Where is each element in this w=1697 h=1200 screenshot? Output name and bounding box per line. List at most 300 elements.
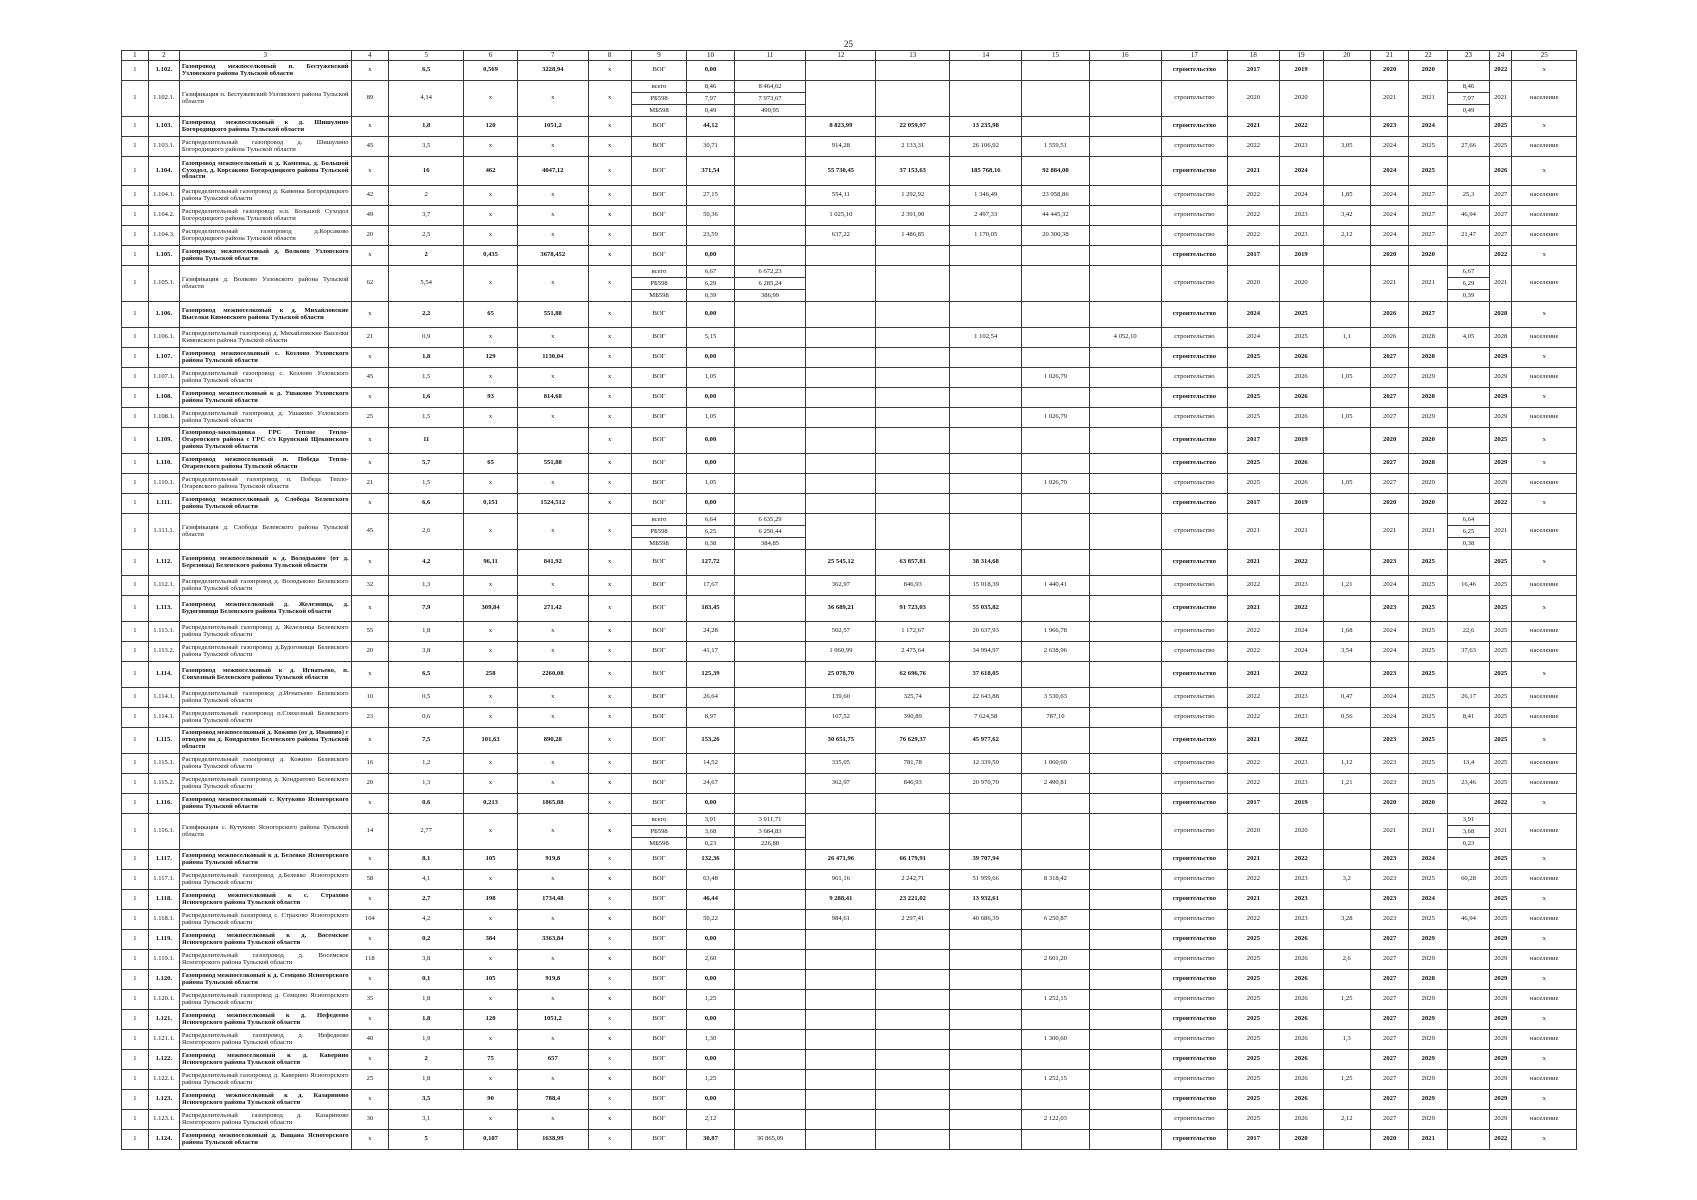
table-cell: 2026 xyxy=(1279,930,1323,950)
table-cell: 2025 xyxy=(1489,850,1512,870)
table-cell xyxy=(734,226,806,246)
table-cell: х xyxy=(464,754,518,774)
table-cell: 1,68 xyxy=(1323,622,1370,642)
table-cell: 2 638,96 xyxy=(1022,642,1090,662)
table-cell xyxy=(1323,550,1370,576)
table-cell: 2026 xyxy=(1370,328,1409,348)
table-cell: 20 300,38 xyxy=(1022,226,1090,246)
table-cell: 2025 xyxy=(1409,774,1448,794)
table-cell: 1,8 xyxy=(389,1010,464,1030)
table-cell: х xyxy=(351,1050,389,1070)
table-cell: 20 637,93 xyxy=(950,622,1022,642)
table-cell: 36 689,21 xyxy=(806,596,876,622)
table-cell: 2019 xyxy=(1279,794,1323,814)
table-cell xyxy=(950,474,1022,494)
table-cell: ВОГ xyxy=(631,186,687,206)
table-cell xyxy=(950,61,1022,81)
table-cell: х xyxy=(351,794,389,814)
table-cell: 44,12 xyxy=(687,117,734,137)
table-cell: х xyxy=(588,206,631,226)
table-cell: 2029 xyxy=(1489,970,1512,990)
column-number-header: 11 xyxy=(734,51,806,61)
table-cell xyxy=(1323,1010,1370,1030)
table-cell xyxy=(806,1110,876,1130)
table-cell: 8,97 xyxy=(687,708,734,728)
table-cell xyxy=(1089,622,1161,642)
table-cell xyxy=(1448,1030,1490,1050)
table-cell xyxy=(876,1090,950,1110)
table-cell: строительство xyxy=(1161,61,1228,81)
table-cell: 2025 xyxy=(1489,774,1512,794)
table-cell xyxy=(876,246,950,266)
table-cell: население xyxy=(1512,708,1577,728)
financing-source-line: 3,91 xyxy=(1462,816,1475,823)
table-cell xyxy=(1022,246,1090,266)
table-cell: население xyxy=(1512,186,1577,206)
table-cell: 2024 xyxy=(1279,622,1323,642)
table-row xyxy=(122,137,1577,157)
table-cell: ВОГ xyxy=(631,1110,687,1130)
table-row xyxy=(122,930,1577,950)
table-cell: 1.113.2. xyxy=(148,642,179,662)
table-cell xyxy=(806,348,876,368)
table-cell: 637,22 xyxy=(806,226,876,246)
table-cell: 90 xyxy=(464,1090,518,1110)
column-number-header: 20 xyxy=(1323,51,1370,61)
table-row xyxy=(122,117,1577,137)
object-name-cell: Распределительный газопровод п.Совхозный Белевского района Тульской области xyxy=(179,708,351,728)
table-cell: 44 445,32 xyxy=(1022,206,1090,226)
object-name-cell: Распределительный газопровод д. Семцово Ясногорского района Тульской области xyxy=(179,990,351,1010)
table-cell xyxy=(1323,494,1370,514)
table-cell: 1 xyxy=(122,688,149,708)
table-cell: х xyxy=(1512,494,1577,514)
table-row xyxy=(122,642,1577,662)
table-cell: 2026 xyxy=(1279,970,1323,990)
table-cell: население xyxy=(1512,990,1577,1010)
table-cell: 21,47 xyxy=(1448,226,1490,246)
table-cell xyxy=(950,454,1022,474)
table-cell: 2,60 xyxy=(687,950,734,970)
table-cell: 16,46 xyxy=(1448,576,1490,596)
table-cell xyxy=(1022,81,1090,117)
table-cell xyxy=(876,970,950,990)
table-cell: 2029 xyxy=(1489,1090,1512,1110)
table-cell: ВОГ xyxy=(631,1130,687,1150)
table-cell: 2027 xyxy=(1370,970,1409,990)
table-cell: население xyxy=(1512,137,1577,157)
financing-source-line: РБ598 xyxy=(632,525,687,537)
table-cell: 2028 xyxy=(1409,970,1448,990)
table-cell: 2024 xyxy=(1370,137,1409,157)
object-name-cell: Газопровод межпоселковый к д. Бeлевко Ясногорского района Тульской области xyxy=(179,850,351,870)
table-cell: строительство xyxy=(1161,576,1228,596)
table-cell: 554,11 xyxy=(806,186,876,206)
object-name-cell: Газопровод межпоселковый д. Ващана Ясногорского района Тульской области xyxy=(179,1130,351,1150)
table-cell: 1638,99 xyxy=(517,1130,588,1150)
table-cell: 1.104.1. xyxy=(148,186,179,206)
table-cell: 1,3 xyxy=(389,576,464,596)
table-cell: ВОГ xyxy=(631,910,687,930)
table-cell: 2 242,71 xyxy=(876,870,950,890)
table-cell xyxy=(1089,368,1161,388)
table-cell: х xyxy=(351,1130,389,1150)
table-cell: 1.123.1. xyxy=(148,1110,179,1130)
table-cell xyxy=(1089,302,1161,328)
table-cell: 17,67 xyxy=(687,576,734,596)
table-cell: х xyxy=(517,474,588,494)
table-cell: 24,28 xyxy=(687,622,734,642)
table-cell: 1,05 xyxy=(687,368,734,388)
table-cell: х xyxy=(1512,1010,1577,1030)
table-cell: 2026 xyxy=(1279,1050,1323,1070)
table-cell: х xyxy=(517,870,588,890)
table-cell: 1.116. xyxy=(148,794,179,814)
table-cell xyxy=(734,61,806,81)
table-cell: строительство xyxy=(1161,550,1228,576)
table-cell: 2024 xyxy=(1409,117,1448,137)
table-cell xyxy=(1089,642,1161,662)
table-cell: 1 xyxy=(122,1090,149,1110)
table-cell: 2024 xyxy=(1370,688,1409,708)
table-cell: 132,36 xyxy=(687,850,734,870)
table-cell xyxy=(1089,266,1161,302)
table-row xyxy=(122,774,1577,794)
table-cell: 5,7 xyxy=(389,454,464,474)
table-cell: х xyxy=(517,206,588,226)
table-cell: 2023 xyxy=(1279,688,1323,708)
table-cell xyxy=(734,328,806,348)
table-cell: х xyxy=(464,814,518,850)
table-cell xyxy=(950,970,1022,990)
table-cell: 16 xyxy=(389,157,464,186)
table-cell: х xyxy=(588,302,631,328)
table-cell xyxy=(1022,814,1090,850)
table-cell: 787,10 xyxy=(1022,708,1090,728)
table-cell: 2025 xyxy=(1228,454,1280,474)
table-cell: 1 xyxy=(122,137,149,157)
table-cell: ВОГ xyxy=(631,206,687,226)
table-cell: 1.120. xyxy=(148,970,179,990)
object-name-cell: Газопровод межпоселковый п. Победа Тепло-Огаревского района Тульской области xyxy=(179,454,351,474)
object-name-cell: Газопровод межпоселковый к д. Ушаково Узловского района Тульской области xyxy=(179,388,351,408)
table-cell: 2029 xyxy=(1409,1110,1448,1130)
table-cell: 2021 xyxy=(1228,728,1280,754)
table-cell xyxy=(734,1010,806,1030)
table-cell: 37 153,63 xyxy=(876,157,950,186)
financing-source-line: 490,95 xyxy=(735,104,806,116)
table-cell: ВОГ xyxy=(631,428,687,454)
table-cell: 0,00 xyxy=(687,1090,734,1110)
table-cell xyxy=(876,1030,950,1050)
table-row xyxy=(122,302,1577,328)
table-cell: население xyxy=(1512,774,1577,794)
table-cell: 1.124. xyxy=(148,1130,179,1150)
table-cell: ВОГ xyxy=(631,642,687,662)
table-row xyxy=(122,454,1577,474)
table-cell: 1.104. xyxy=(148,157,179,186)
table-cell: 63 857,81 xyxy=(876,550,950,576)
table-cell: х xyxy=(588,708,631,728)
table-cell xyxy=(734,550,806,576)
table-cell: 2 xyxy=(389,246,464,266)
table-cell xyxy=(1323,728,1370,754)
table-row xyxy=(122,428,1577,454)
table-cell: 1,21 xyxy=(1323,576,1370,596)
table-cell: 1,5 xyxy=(389,474,464,494)
table-cell: 371,54 xyxy=(687,157,734,186)
table-cell: строительство xyxy=(1161,596,1228,622)
table-cell: 1 xyxy=(122,728,149,754)
table-cell: х xyxy=(1512,454,1577,474)
financing-source-line: 3 684,83 xyxy=(735,825,806,837)
table-cell: 40 xyxy=(351,1030,389,1050)
table-cell: строительство xyxy=(1161,1010,1228,1030)
table-cell xyxy=(876,474,950,494)
table-cell xyxy=(950,990,1022,1010)
table-cell: строительство xyxy=(1161,368,1228,388)
table-row xyxy=(122,61,1577,81)
table-cell: ВОГ xyxy=(631,1050,687,1070)
financing-source-line: 6,29 xyxy=(687,277,733,289)
table-cell: 1 026,79 xyxy=(1022,474,1090,494)
table-cell: 2027 xyxy=(1370,1070,1409,1090)
table-cell xyxy=(950,1070,1022,1090)
table-cell: 1.115.1. xyxy=(148,754,179,774)
table-cell: 1 xyxy=(122,930,149,950)
table-cell: 2 497,33 xyxy=(950,206,1022,226)
table-cell: 1 025,10 xyxy=(806,206,876,226)
table-cell: 2029 xyxy=(1409,1070,1448,1090)
table-cell: 2028 xyxy=(1489,328,1512,348)
table-cell: 25 078,70 xyxy=(806,662,876,688)
table-cell xyxy=(1323,662,1370,688)
table-cell xyxy=(734,814,806,850)
table-cell: 2,77 xyxy=(389,814,464,850)
financing-source-line: МБ598 xyxy=(632,537,687,549)
table-cell: 2022 xyxy=(1228,576,1280,596)
table-cell: 2024 xyxy=(1370,708,1409,728)
table-cell xyxy=(876,266,950,302)
table-cell: 1 xyxy=(122,474,149,494)
table-cell: 2020 xyxy=(1228,81,1280,117)
table-cell xyxy=(1089,754,1161,774)
table-cell xyxy=(734,266,806,302)
table-cell: 2028 xyxy=(1409,454,1448,474)
table-cell xyxy=(734,990,806,1010)
table-cell xyxy=(1089,494,1161,514)
table-cell: х xyxy=(1512,970,1577,990)
table-cell: 1.106. xyxy=(148,302,179,328)
table-cell: 0,213 xyxy=(464,794,518,814)
table-cell: 2 122,03 xyxy=(1022,1110,1090,1130)
table-cell: 104 xyxy=(351,910,389,930)
table-cell: население xyxy=(1512,622,1577,642)
table-body xyxy=(122,61,1577,1150)
object-name-cell: Распределительный газопровод д. Восемское Ясногорского района Тульской области xyxy=(179,950,351,970)
table-cell xyxy=(1448,157,1490,186)
table-cell: 309,84 xyxy=(464,596,518,622)
table-cell: 93 xyxy=(464,388,518,408)
table-cell: 2029 xyxy=(1409,1090,1448,1110)
table-cell: 2021 xyxy=(1489,514,1512,550)
table-cell xyxy=(734,870,806,890)
financing-source-line: 8,46 xyxy=(1462,83,1475,90)
table-cell xyxy=(1089,388,1161,408)
table-row xyxy=(122,388,1577,408)
table-cell xyxy=(1323,596,1370,622)
table-cell: 1 026,79 xyxy=(1022,368,1090,388)
table-cell xyxy=(806,388,876,408)
table-row xyxy=(122,814,1577,850)
table-cell: 1 292,92 xyxy=(876,186,950,206)
table-cell: 2025 xyxy=(1409,596,1448,622)
table-cell: х xyxy=(351,550,389,576)
table-cell: 1,30 xyxy=(687,1030,734,1050)
table-cell: х xyxy=(464,688,518,708)
table-cell xyxy=(950,368,1022,388)
table-cell: 1.103.1. xyxy=(148,137,179,157)
object-name-cell: Газопровод межпоселковый к д. Семцово Ясногорского района Тульской области xyxy=(179,970,351,990)
table-cell: строительство xyxy=(1161,474,1228,494)
table-cell xyxy=(1089,81,1161,117)
table-cell: строительство xyxy=(1161,754,1228,774)
object-name-cell: Газопровод межпоселковый к д. Каменка, д. Большой Суходол, д. Корсаково Богородицкого района Тульской области xyxy=(179,157,351,186)
table-cell: х xyxy=(464,226,518,246)
table-cell: 2019 xyxy=(1279,428,1323,454)
table-cell: 1.121. xyxy=(148,1010,179,1030)
table-cell: 2021 xyxy=(1370,81,1409,117)
table-cell xyxy=(950,302,1022,328)
table-cell: 1 xyxy=(122,774,149,794)
table-cell xyxy=(1022,494,1090,514)
table-row xyxy=(122,246,1577,266)
table-cell: х xyxy=(351,728,389,754)
table-cell: 1 xyxy=(122,754,149,774)
table-cell: строительство xyxy=(1161,662,1228,688)
table-cell: х xyxy=(464,81,518,117)
column-number-header: 6 xyxy=(464,51,518,61)
table-cell xyxy=(1323,930,1370,950)
table-cell: 2025 xyxy=(1409,622,1448,642)
table-cell xyxy=(1448,890,1490,910)
table-cell: 2025 xyxy=(1489,596,1512,622)
table-cell xyxy=(734,596,806,622)
table-cell: 2024 xyxy=(1409,890,1448,910)
table-cell: 22 643,88 xyxy=(950,688,1022,708)
table-cell xyxy=(1022,61,1090,81)
table-cell: ВОГ xyxy=(631,774,687,794)
table-cell: 2,5 xyxy=(389,226,464,246)
table-cell: ВОГ xyxy=(631,1090,687,1110)
table-cell: х xyxy=(588,930,631,950)
table-cell: х xyxy=(588,970,631,990)
table-cell xyxy=(950,1130,1022,1150)
table-cell: 1.107.1. xyxy=(148,368,179,388)
table-cell: 1,2 xyxy=(389,754,464,774)
table-cell: ВОГ xyxy=(631,1070,687,1090)
table-cell: строительство xyxy=(1161,137,1228,157)
table-cell: х xyxy=(588,428,631,454)
table-cell xyxy=(687,266,734,302)
table-cell: 2025 xyxy=(1279,302,1323,328)
table-cell xyxy=(1089,1030,1161,1050)
table-cell xyxy=(806,328,876,348)
table-cell xyxy=(1448,514,1490,550)
table-cell xyxy=(631,814,687,850)
table-cell: 40 686,39 xyxy=(950,910,1022,930)
table-cell: 2020 xyxy=(1370,494,1409,514)
table-cell: 0,00 xyxy=(687,454,734,474)
table-cell: 781,78 xyxy=(876,754,950,774)
table-cell xyxy=(734,368,806,388)
table-cell: 0,00 xyxy=(687,794,734,814)
object-name-cell: Газопровод межпоселковый д. Волково Узловского района Тульской области xyxy=(179,246,351,266)
table-cell: 2,12 xyxy=(1323,226,1370,246)
table-cell: 2029 xyxy=(1489,1070,1512,1090)
table-cell: ВОГ xyxy=(631,388,687,408)
table-row xyxy=(122,794,1577,814)
table-cell xyxy=(1448,1130,1490,1150)
table-cell: х xyxy=(517,642,588,662)
table-cell: 2027 xyxy=(1370,388,1409,408)
financing-source-line: всего xyxy=(651,83,667,90)
table-cell: х xyxy=(588,388,631,408)
table-cell xyxy=(1089,454,1161,474)
table-cell: 335,05 xyxy=(806,754,876,774)
table-cell: 2020 xyxy=(1228,266,1280,302)
table-cell: 1 xyxy=(122,266,149,302)
table-cell: население xyxy=(1512,642,1577,662)
table-cell: х xyxy=(588,186,631,206)
table-cell: 2022 xyxy=(1228,226,1280,246)
table-cell: х xyxy=(351,302,389,328)
table-cell: 3,2 xyxy=(1323,870,1370,890)
table-cell: 1,85 xyxy=(1323,186,1370,206)
table-cell: 2026 xyxy=(1279,990,1323,1010)
table-cell xyxy=(806,1050,876,1070)
table-cell: х xyxy=(588,226,631,246)
object-name-cell: Газопровод-закольцовка ГРС Теплое Тепло-Огаревского района с ГРС с/з Крупский Щекинского района Тульской области xyxy=(179,428,351,454)
table-cell: 1051,2 xyxy=(517,1010,588,1030)
table-cell: население xyxy=(1512,266,1577,302)
table-cell: 37 618,05 xyxy=(950,662,1022,688)
object-name-cell: Газопровод межпоселковый д. Слобода Белевского района Тульской области xyxy=(179,494,351,514)
table-cell: 2026 xyxy=(1279,1110,1323,1130)
table-cell: 62 696,76 xyxy=(876,662,950,688)
column-number-header: 16 xyxy=(1089,51,1161,61)
table-cell xyxy=(876,950,950,970)
table-cell xyxy=(1022,302,1090,328)
table-cell: 2025 xyxy=(1228,368,1280,388)
table-cell: 2025 xyxy=(1228,388,1280,408)
financing-source-line: 7,97 xyxy=(1448,92,1489,104)
table-cell: х xyxy=(1512,850,1577,870)
table-cell: 2017 xyxy=(1228,246,1280,266)
financing-source-line: МБ598 xyxy=(632,837,687,849)
table-cell xyxy=(950,514,1022,550)
table-cell: 2022 xyxy=(1228,688,1280,708)
table-cell: 66 179,91 xyxy=(876,850,950,870)
table-cell: 2021 xyxy=(1489,266,1512,302)
table-cell: ВОГ xyxy=(631,368,687,388)
table-cell: 1,05 xyxy=(687,408,734,428)
table-cell xyxy=(517,428,588,454)
table-cell: 24,67 xyxy=(687,774,734,794)
table-cell: ВОГ xyxy=(631,930,687,950)
table-cell xyxy=(687,514,734,550)
table-cell: х xyxy=(517,1110,588,1130)
